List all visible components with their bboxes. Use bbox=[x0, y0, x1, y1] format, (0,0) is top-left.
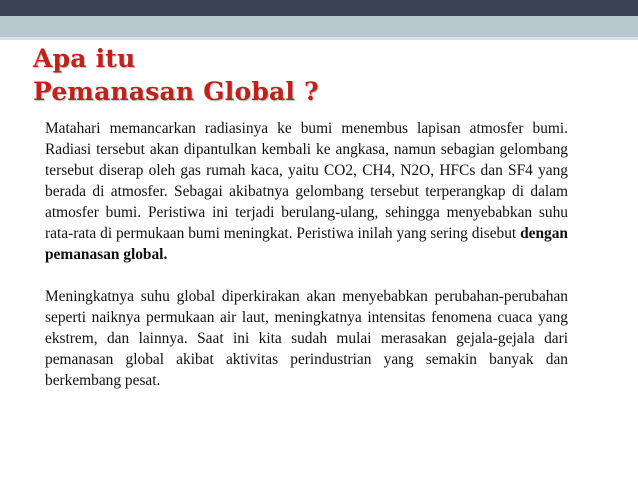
header-accent-line bbox=[0, 37, 638, 40]
paragraph-1-bold-text: dengan pemanasan global. bbox=[45, 225, 568, 263]
header-light-band bbox=[0, 16, 638, 37]
paragraph-1-text: Matahari memancarkan radiasinya ke bumi menembus lapisan atmosfer bumi. Radiasi tersebut akan dipantulkan kembali ke angkasa, namun sebagian gelombang tersebut diserap oleh gas rumah kaca, yaitu CO2, CH4, N2O, HFCs dan SF4 yang berada di atmosfer. Sebagai akibatnya gelombang tersebut terperangkap di dalam atmosfer bumi. Peristiwa ini terjadi berulang-ulang, sehingga menyebabkan suhu rata-rata di permukaan bumi meningkat. Peristiwa inilah yang sering disebut bbox=[45, 120, 568, 242]
header-dark-bar bbox=[0, 0, 638, 16]
paragraph-2: Meningkatnya suhu global diperkirakan akan menyebabkan perubahan-perubahan seperti naiknya permukaan air laut, meningkatnya intensitas fenomena cuaca yang ekstrem, dan lainnya. Saat ini kita sudah mulai merasakan gejala-gejala dari pemanasan global akibat aktivitas perindustrian yang semakin banyak dan berkembang pesat. bbox=[45, 288, 568, 389]
paragraph-1 bbox=[45, 118, 568, 265]
slide-body bbox=[45, 118, 568, 391]
title-line-1: Apa itu bbox=[33, 44, 136, 73]
slide-title bbox=[33, 42, 319, 108]
title-line-2: Pemanasan Global ? bbox=[33, 77, 319, 106]
